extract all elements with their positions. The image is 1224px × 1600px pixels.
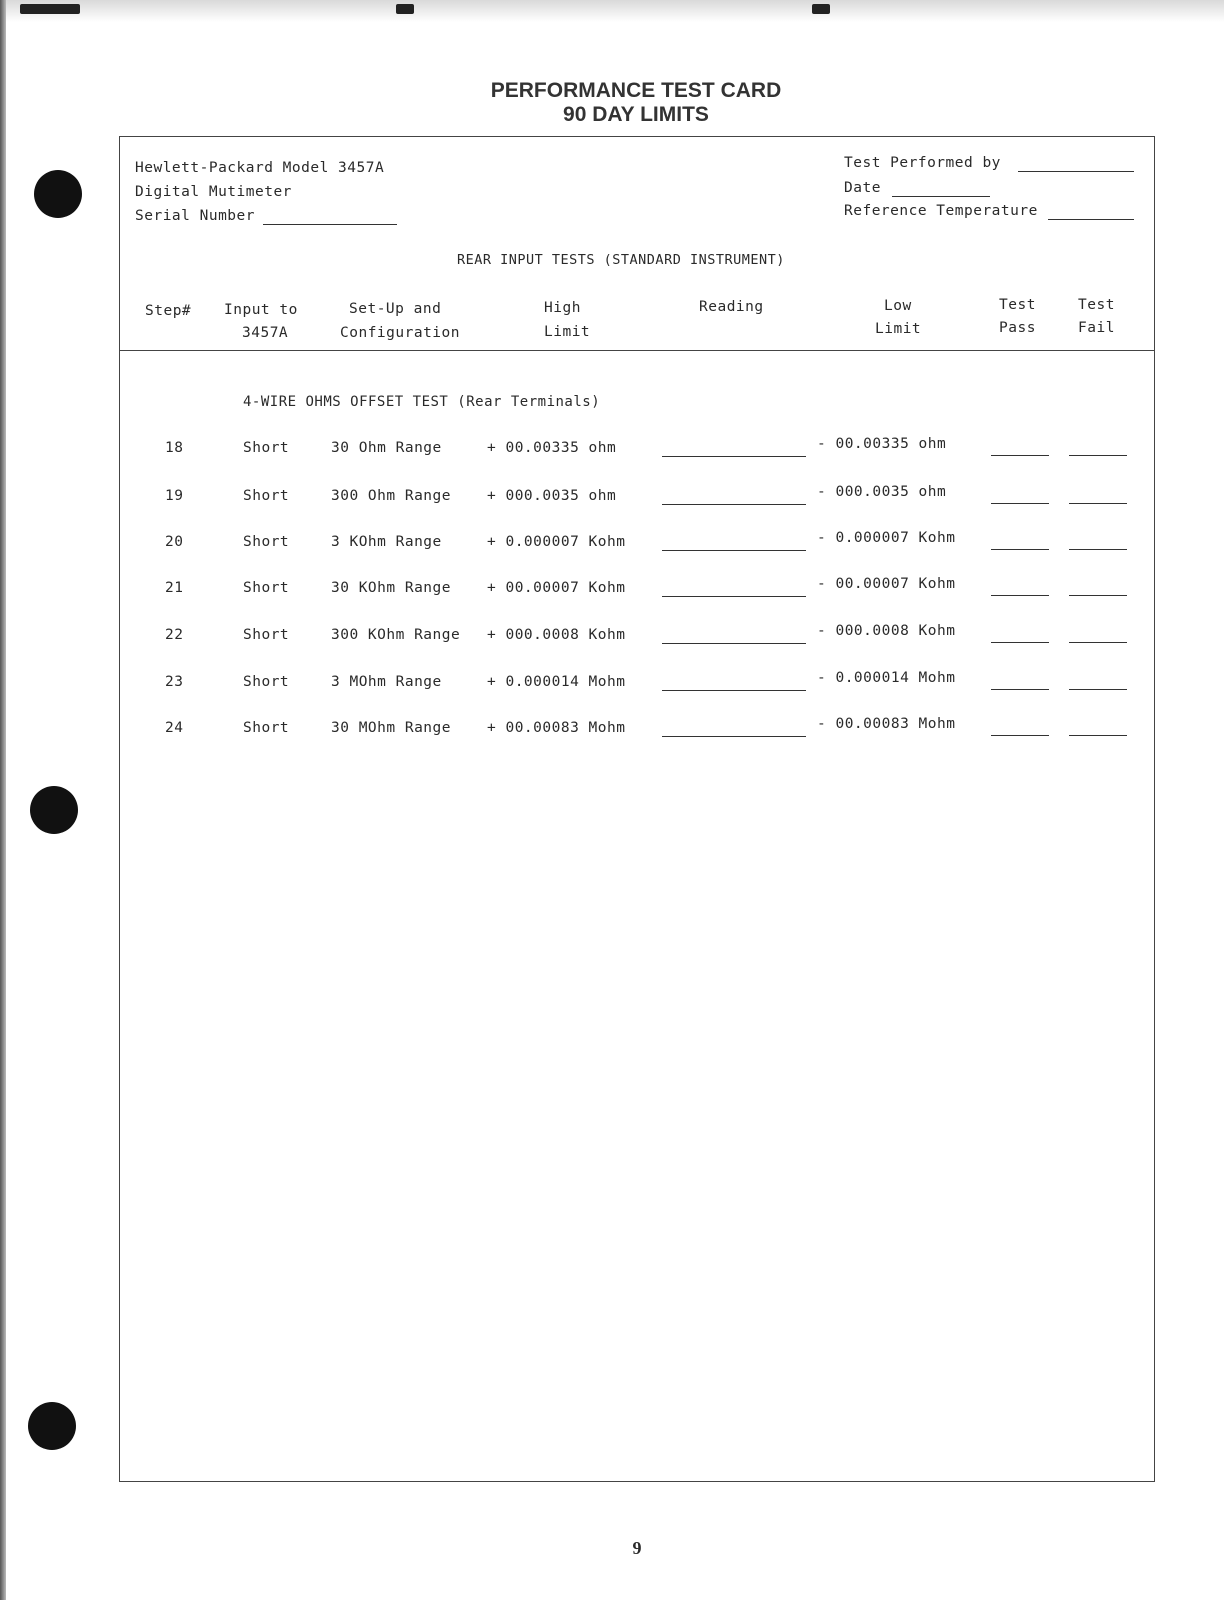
low-limit: - 000.0035 ohm [817,484,947,500]
reading-blank[interactable] [662,504,806,505]
step-number: 19 [165,488,184,504]
col-reading: Reading [699,299,764,315]
input-type: Short [243,674,290,690]
input-type: Short [243,580,290,596]
low-limit: - 000.0008 Kohm [817,623,956,639]
test-pass-blank[interactable] [991,503,1049,504]
test-fail-blank[interactable] [1069,503,1127,504]
input-type: Short [243,488,290,504]
high-limit: + 00.00083 Mohm [487,720,626,736]
step-number: 22 [165,627,184,643]
test-pass-blank[interactable] [991,689,1049,690]
col-setup-line1: Set-Up and [349,301,442,317]
card-title: PERFORMANCE TEST CARD [490,79,782,102]
binder-tab [812,4,830,14]
punch-hole [28,1402,76,1450]
reference-temperature-label: Reference Temperature [844,203,1038,219]
range-config: 3 MOhm Range [331,674,442,690]
reading-blank[interactable] [662,456,806,457]
reading-blank[interactable] [662,596,806,597]
scan-top-edge [0,0,1224,22]
col-low-line1: Low [884,298,912,314]
low-limit: - 00.00007 Kohm [817,576,956,592]
reference-temperature-blank[interactable] [1048,219,1134,220]
range-config: 30 KOhm Range [331,580,451,596]
test-pass-blank[interactable] [991,549,1049,550]
reading-blank[interactable] [662,550,806,551]
step-number: 23 [165,674,184,690]
high-limit: + 00.00007 Kohm [487,580,626,596]
col-high-line2: Limit [544,324,591,340]
step-number: 24 [165,720,184,736]
low-limit: - 0.000014 Mohm [817,670,956,686]
step-number: 18 [165,440,184,456]
test-pass-blank[interactable] [991,595,1049,596]
test-pass-blank[interactable] [991,642,1049,643]
test-fail-blank[interactable] [1069,455,1127,456]
test-pass-blank[interactable] [991,735,1049,736]
binder-tab [396,4,414,14]
high-limit: + 000.0035 ohm [487,488,617,504]
reading-blank[interactable] [662,643,806,644]
date-blank[interactable] [892,196,990,197]
range-config: 30 MOhm Range [331,720,451,736]
input-type: Short [243,627,290,643]
col-high-line1: High [544,300,581,316]
low-limit: - 0.000007 Kohm [817,530,956,546]
col-low-line2: Limit [875,321,922,337]
input-type: Short [243,440,290,456]
range-config: 300 Ohm Range [331,488,451,504]
performed-by-blank[interactable] [1018,171,1134,172]
punch-hole [30,786,78,834]
low-limit: - 00.00335 ohm [817,436,947,452]
date-label: Date [844,180,881,196]
step-number: 21 [165,580,184,596]
range-config: 3 KOhm Range [331,534,442,550]
high-limit: + 0.000014 Mohm [487,674,626,690]
header-separator [119,350,1155,351]
input-type: Short [243,534,290,550]
model-text: Hewlett-Packard Model 3457A [135,160,385,176]
test-fail-blank[interactable] [1069,549,1127,550]
range-config: 300 KOhm Range [331,627,461,643]
col-pass-line2: Pass [999,320,1036,336]
test-fail-blank[interactable] [1069,642,1127,643]
high-limit: + 0.000007 Kohm [487,534,626,550]
col-setup-line2: Configuration [340,325,460,341]
col-step: Step# [145,303,192,319]
step-number: 20 [165,534,184,550]
page-number: 9 [632,1538,642,1558]
serial-number-blank[interactable] [263,224,397,225]
test-group-title: 4-WIRE OHMS OFFSET TEST (Rear Terminals) [243,394,601,410]
high-limit: + 00.00335 ohm [487,440,617,456]
test-pass-blank[interactable] [991,455,1049,456]
punch-hole [34,170,82,218]
range-config: 30 Ohm Range [331,440,442,456]
scan-left-edge [0,0,6,1600]
performed-by-label: Test Performed by [844,155,1001,171]
col-fail-line2: Fail [1078,320,1115,336]
input-type: Short [243,720,290,736]
section-title: REAR INPUT TESTS (STANDARD INSTRUMENT) [457,252,785,268]
col-fail-line1: Test [1078,297,1115,313]
col-pass-line1: Test [999,297,1036,313]
test-fail-blank[interactable] [1069,689,1127,690]
reading-blank[interactable] [662,690,806,691]
test-fail-blank[interactable] [1069,735,1127,736]
card-subtitle: 90 DAY LIMITS [563,103,709,126]
reading-blank[interactable] [662,736,806,737]
low-limit: - 00.00083 Mohm [817,716,956,732]
binder-tab [20,4,80,14]
high-limit: + 000.0008 Kohm [487,627,626,643]
col-input-line2: 3457A [242,325,289,341]
device-text: Digital Mutimeter [135,184,292,200]
serial-label: Serial Number [135,208,255,224]
test-fail-blank[interactable] [1069,595,1127,596]
col-input-line1: Input to [224,302,298,318]
